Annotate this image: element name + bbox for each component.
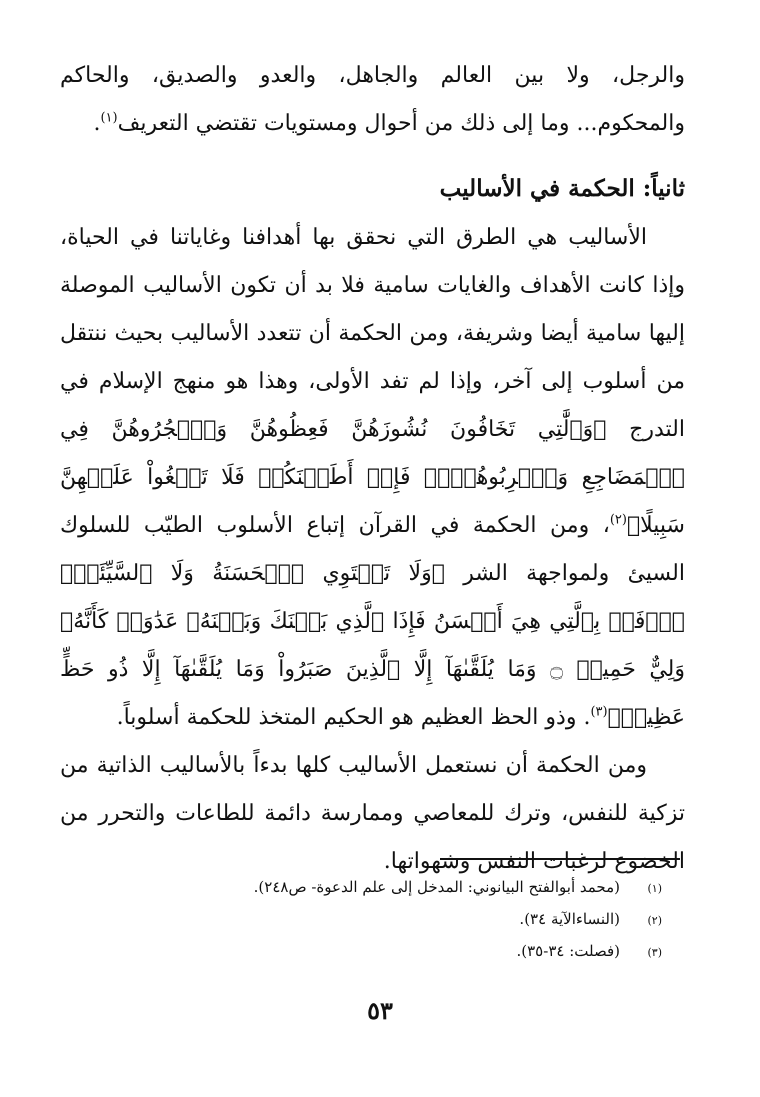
footnote-number: (٢): [647, 914, 662, 927]
intro-end: .: [93, 111, 101, 136]
footnote-2: [102, 904, 662, 936]
footnote-ref-1: (١): [100, 110, 118, 126]
footnote-divider: [440, 858, 680, 860]
styles-text-b: ، ومن الحكمة في القرآن إتباع الأسلوب الطيّب للسلوك السيئ ولمواجهة الشر: [60, 513, 685, 586]
styles-text-c: . وذو الحظ العظيم هو الحكيم المتخذ للحكمة أسلوباً.: [116, 705, 591, 730]
footnote-text: (النساءالآية ٣٤).: [519, 910, 620, 928]
footnote-number: (١): [647, 882, 662, 895]
intro-text: والرجل، ولا بين العالم والجاهل، والعدو والصديق، والحاكم والمحكوم... وما إلى ذلك من أحوال ومستويات تقتضي التعريف: [60, 63, 685, 136]
footnote-3: [102, 936, 662, 968]
styles-text-a: الأساليب هي الطرق التي نحقق بها أهدافنا وغاياتنا في الحياة، وإذا كانت الأهداف والغايات سامية فلا بد أن تكون الأساليب الموصلة إليها سامية أيضا وشريفة، ومن الحكمة أن تتعدد الأساليب بحيث ننتقل من أسلوب إلى آخر، وإذا لم تفد الأولى، وهذا هو منهج الإسلام في التدرج: [60, 225, 685, 442]
page-number: ٥٣: [367, 996, 393, 1025]
footnote-1: [102, 872, 662, 904]
intro-paragraph: [60, 52, 685, 148]
footnote-text: (محمد أبوالفتح البيانوني: المدخل إلى علم الدعوة- ص٢٤٨).: [253, 878, 620, 896]
self-styles-paragraph: ومن الحكمة أن نستعمل الأساليب كلها بدءاً بالأساليب الذاتية من تزكية للنفس، وترك للمعاصي وممارسة دائمة للطاعات والتحرر من الخضوع لرغبات النفس وشهواتها.: [60, 753, 685, 874]
footnotes: [102, 872, 662, 968]
footnote-ref-3: (٣): [590, 704, 608, 720]
quran-verse-nisa: ﴿وَٱلَّٰتِي تَخَافُونَ نُشُوزَهُنَّ فَعِظُوهُنَّ وَٱهۡجُرُوهُنَّ فِي ٱلۡمَضَاجِعِ وَٱضۡرِبُوهُنَّۖ فَإِنۡ أَطَعۡنَكُمۡ فَلَا تَبۡغُواْ عَلَيۡهِنَّ سَبِيلًا﴾: [60, 417, 685, 538]
footnote-text: (فصلت: ٣٤-٣٥).: [516, 942, 620, 960]
quran-verse-fussilat: ﴿وَلَا تَسۡتَوِي ٱلۡحَسَنَةُ وَلَا ٱلسَّيِّئَةُۚ ٱدۡفَعۡ بِٱلَّتِي هِيَ أَحۡسَنُ فَإِذَا ٱلَّذِي بَيۡنَكَ وَبَيۡنَهُۥ عَدَٰوَةٞ كَأَنَّهُۥ وَلِيٌّ حَمِيمٞ ۝ وَمَا يُلَقَّىٰهَآ إِلَّا ٱلَّذِينَ صَبَرُواْ وَمَا يُلَقَّىٰهَآ إِلَّا ذُو حَظٍّ عَظِيمٖ﴾: [60, 561, 685, 730]
footnote-ref-2: (٢): [609, 512, 627, 528]
section-heading: ثانياً: الحكمة في الأساليب: [439, 175, 685, 202]
footnote-number: (٣): [647, 946, 662, 959]
styles-paragraph: [60, 214, 685, 742]
page-body: [60, 52, 685, 886]
